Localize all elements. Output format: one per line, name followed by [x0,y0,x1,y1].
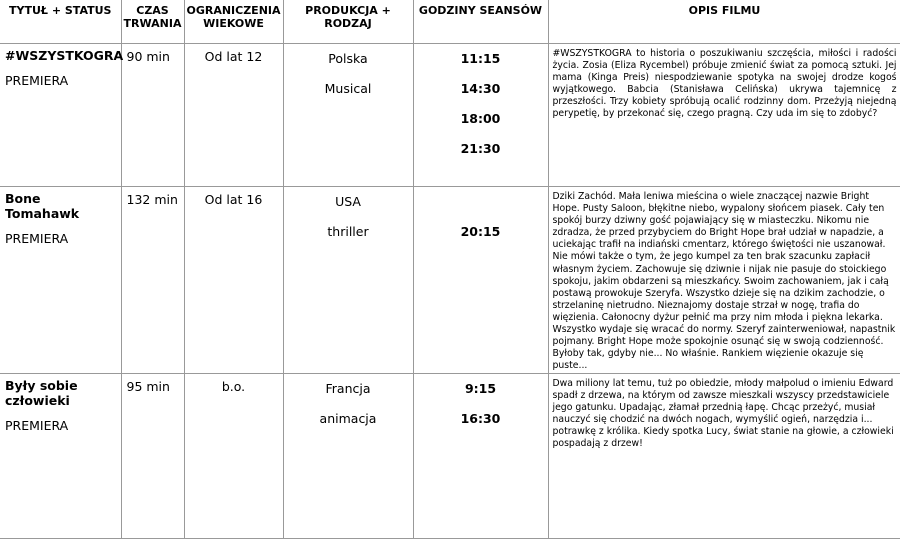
film-age: Od lat 12 [185,44,283,69]
table-row [0,44,900,187]
header-showtimes: GODZINY SEANSÓW [413,0,548,44]
table-row [0,374,900,539]
film-status: PREMIERA [0,63,121,88]
showtime[interactable]: 21:30 [414,139,548,169]
header-production-genre: PRODUKCJA + RODZAJ [283,0,413,44]
film-duration: 95 min [122,374,184,399]
film-title: Były sobie człowieki [0,374,121,408]
film-country: Francja [284,379,413,409]
film-description: Dwa miliony lat temu, tuż po obiedzie, młody małpolud o imieniu Edward spadł z drzewa, na którym od zawsze mieszkali wszyscy przedstawiciele jego gatunku. Upadając, złamał przednią łapę. Chcąc przeżyć, musiał nauczyć się chodzić na dwóch nogach, wymyślić ogień, narzędzia i... potrawkę z królika. Kiedy spotka Lucy, świat stanie na głowie, a człowieki pospadają z drzew! [549,374,900,451]
showtime[interactable]: 16:30 [414,409,548,439]
film-description: #WSZYSTKOGRA to historia o poszukiwaniu szczęścia, miłości i radości życia. Zosia (Eliza Rycembel) próbuje zmienić świat za pomocą sztuki. Jej mama (Kinga Preis) niespodziewanie spotyka na swojej drodze kogoś wyjątkowego. Babcia (Stanisława Celińska) ukrywa tajemnicę z przeszłości. Trzy kobiety spróbują ocalić rodzinny dom. Przeżyją niejedną perypetię, by przekonać się, czego pragną. Czy uda im się to zdobyć? [549,44,900,121]
showtime[interactable]: 11:15 [414,49,548,79]
showtime[interactable]: 9:15 [414,379,548,409]
showtime[interactable]: 20:15 [414,222,548,252]
header-title-status: TYTUŁ + STATUS [0,0,121,44]
film-country: USA [284,192,413,222]
film-status: PREMIERA [0,408,121,433]
header-duration: CZAS TRWANIA [121,0,184,44]
film-description: Dziki Zachód. Mała leniwa mieścina o wiele znaczącej nazwie Bright Hope. Pusty Saloon, błękitne niebo, wypalony słońcem piasek. Cały ten spokój burzy dziwny gość pojawiający się w miasteczku. Nikomu nie zdradza, że przed przybyciem do Bright Hope brał udział w napadzie, a uciekając trafił na indiański cmentarz, którego świętości nie uszanował. Nie mówi także o tym, że jego kumpel za ten brak szacunku zapłacił własnym życiem. Zachowuje się dziwnie i nijak nie pasuje do stoickiego spokoju, jakim obdarzeni są mieszkańcy. Swoim zachowaniem, jak i całą postawą prowokuje Szeryfa. Wszystko dzieje się na dzikim zachodzie, o strzelaninę nietrudno. Nieznajomy dostaje strzał w nogę, trafia do więzienia. Całonocny dyżur pełnić ma przy nim młoda i piękna lekarka. Wszystko wydaje się wracać do normy. Szeryf zainterweniował, napastnik pojmany. Bright Hope może spokojnie osunąć się w swoją codzienność. Byłoby tak, gdyby nie... No właśnie. Rankiem więzienie okazuje się puste... [549,187,900,372]
film-title: Bone Tomahawk [0,187,121,221]
film-title: #WSZYSTKOGRA [0,44,121,63]
film-age: Od lat 16 [185,187,283,212]
film-genre: thriller [284,222,413,252]
header-age-rating: OGRANICZENIA WIEKOWE [184,0,283,44]
film-genre: Musical [284,79,413,109]
film-duration: 90 min [122,44,184,69]
showtime[interactable]: 18:00 [414,109,548,139]
film-status: PREMIERA [0,221,121,246]
header-description: OPIS FILMU [548,0,900,44]
showtime[interactable]: 14:30 [414,79,548,109]
film-duration: 132 min [122,187,184,212]
film-country: Polska [284,49,413,79]
header-row [0,0,900,44]
film-age: b.o. [185,374,283,399]
table-row [0,187,900,374]
film-genre: animacja [284,409,413,439]
